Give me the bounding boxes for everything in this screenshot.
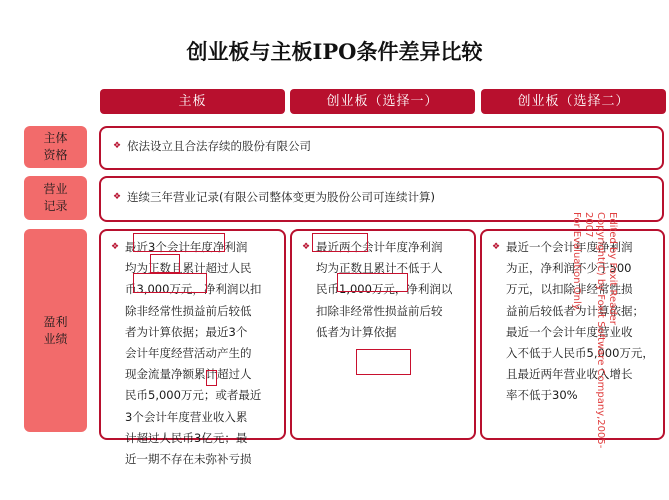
row-label-line: 业绩 xyxy=(43,331,68,346)
bullet-item xyxy=(113,136,654,156)
annotation-box[interactable] xyxy=(312,233,368,252)
row-label-line: 盈利 xyxy=(43,314,68,329)
profit-main-board-text: 最近3个会计年度净利润 均为正数且累计超过人民 币3,000万元，净利润以扣 除非经常性损益前后较低 者为计算依据；最近3个 会计年度经营活动产生的 现金流量净额累计超过人 民币5,000万元；或者最近 3个会计年度营业收入累 计超过人民币3亿元；最 近一期不存在未弥补亏损 xyxy=(125,240,262,467)
diamond-bullet-icon: ❖ xyxy=(111,242,120,252)
annotation-box[interactable] xyxy=(150,254,180,273)
watermark-line: Copyright(C) by Foxit Software Company,2005-2007 xyxy=(583,212,606,449)
diamond-bullet-icon: ❖ xyxy=(302,242,311,252)
bullet-item xyxy=(113,187,654,207)
row-label-line: 记录 xyxy=(43,199,68,213)
diamond-bullet-icon: ❖ xyxy=(113,141,122,151)
profit-gem-option-1-text: 最近两个会计年度净利润 均为正数且累计不低于人 民币1,000万元，净利润以 扣除非经常性损益前后较 低者为计算依据 xyxy=(316,240,453,339)
annotation-box[interactable] xyxy=(206,370,217,386)
profit-main-board-box xyxy=(99,229,286,467)
operating-record-text: 连续三年营业记录(有限公司整体变更为股份公司可连续计算) xyxy=(127,190,435,204)
diamond-bullet-icon: ❖ xyxy=(113,192,122,202)
column-header-gem-option-1: 创业板（选择一） xyxy=(290,89,475,114)
row-label-line: 主体 xyxy=(43,131,68,145)
row-label-entity-qualification xyxy=(24,126,87,168)
row-label-operating-record xyxy=(24,176,87,220)
profit-gem-option-1-box xyxy=(290,229,476,440)
watermark-line: Edited by Foxit Reader xyxy=(607,212,618,325)
page-title: 创业板与主板IPO条件差异比较 xyxy=(186,39,483,64)
watermark-line: For Evaluation Only. xyxy=(571,212,582,312)
entity-qualification-box xyxy=(99,126,664,170)
row-label-line: 营业 xyxy=(43,182,68,196)
row-label-profitability xyxy=(24,229,87,432)
foxit-watermark xyxy=(571,212,618,452)
annotation-box[interactable] xyxy=(133,273,207,293)
annotation-box[interactable] xyxy=(356,349,411,375)
column-header-main-board: 主板 xyxy=(100,89,285,114)
column-header-gem-option-2: 创业板（选择二） xyxy=(481,89,666,114)
annotation-box[interactable] xyxy=(133,233,225,252)
entity-qualification-text: 依法设立且合法存续的股份有限公司 xyxy=(127,139,311,153)
row-label-line: 资格 xyxy=(43,148,68,162)
diamond-bullet-icon: ❖ xyxy=(492,242,501,252)
profit-gem-option-2-text: 最近一个会计年度净利润 为正，净利润不少于500 万元，以扣除非经常性损 益前后较低者为计算依据； 最近一个会计年度营业收 入不低于人民币5,000万元， 且最近两年营业收入增长 率不低于30% xyxy=(506,240,654,403)
bullet-item xyxy=(111,237,280,470)
annotation-box[interactable] xyxy=(337,273,408,292)
